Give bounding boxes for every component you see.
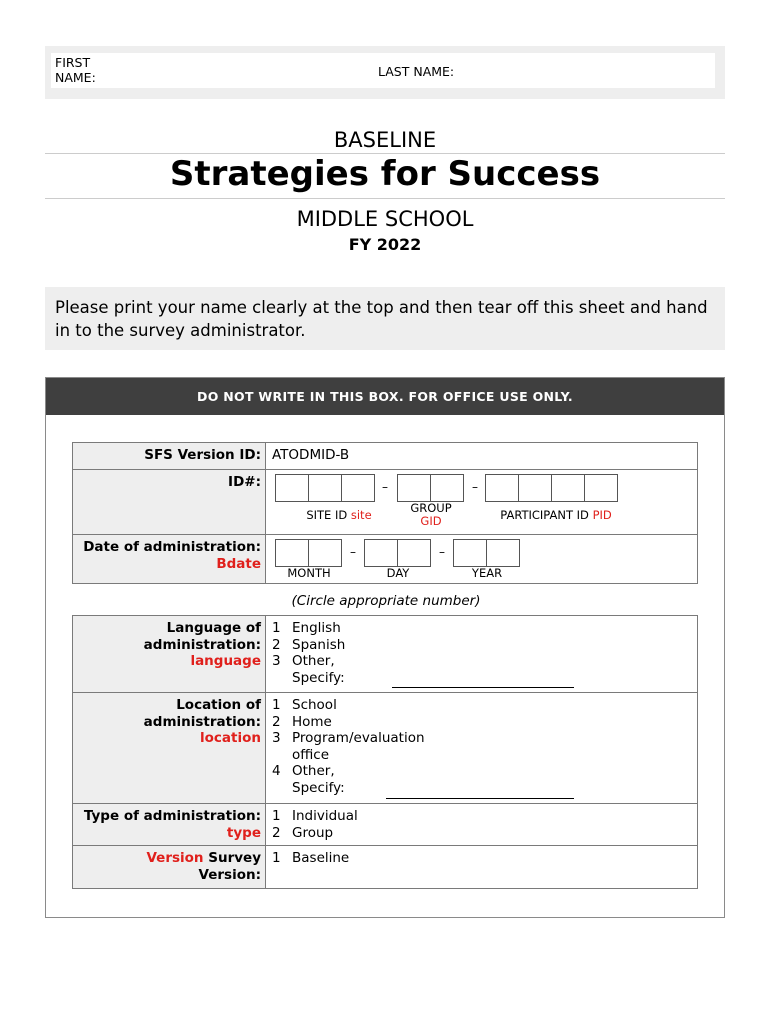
admin-id-table <box>72 442 698 584</box>
name-bar <box>45 46 725 99</box>
fiscal-year: FY 2022 <box>348 235 422 254</box>
version-options <box>266 846 697 888</box>
specify-label: Specify: <box>292 779 345 796</box>
location-options <box>266 693 697 803</box>
location-option[interactable]: 1 School <box>272 697 337 713</box>
location-option[interactable]: 2 Home <box>272 713 332 730</box>
dash: – <box>439 545 445 559</box>
language-option[interactable]: 3 Other, <box>272 653 335 669</box>
page-title: Strategies for Success <box>169 154 601 194</box>
language-label: Language of administration: language <box>73 616 266 692</box>
type-row <box>73 803 697 845</box>
dash: – <box>382 480 388 494</box>
admin-options-table <box>72 615 698 889</box>
dash: – <box>472 480 478 494</box>
location-option[interactable]: 4 Other, <box>272 763 335 779</box>
year-boxes[interactable] <box>453 539 519 567</box>
month-caption: MONTH <box>287 566 331 580</box>
participant-id-caption: PARTICIPANT ID PID <box>500 508 612 522</box>
specify-label: Specify: <box>292 669 345 686</box>
version-id-row <box>73 443 697 469</box>
location-specify-line[interactable] <box>386 798 574 799</box>
language-option[interactable]: 1 English <box>272 620 341 636</box>
id-label: ID#: <box>73 470 266 534</box>
version-id-value: ATODMID-B <box>272 447 350 463</box>
name-fields[interactable] <box>51 53 715 88</box>
language-row <box>73 616 697 692</box>
version-option[interactable]: 1 Baseline <box>272 850 350 866</box>
version-row <box>73 845 697 888</box>
site-id-caption: SITE ID site <box>306 508 372 522</box>
id-fields <box>266 470 697 534</box>
divider <box>45 198 725 199</box>
location-option[interactable]: 3 Program/evaluation office <box>272 730 425 763</box>
site-id-boxes[interactable] <box>275 474 374 502</box>
group-id-boxes[interactable] <box>397 474 463 502</box>
type-option[interactable]: 2 Group <box>272 824 334 841</box>
group-id-caption: GROUP GID <box>410 501 452 528</box>
office-use-header: DO NOT WRITE IN THIS BOX. FOR OFFICE USE ONLY. <box>46 378 724 415</box>
school-level: MIDDLE SCHOOL <box>296 207 474 231</box>
circle-note: (Circle appropriate number) <box>291 593 481 609</box>
first-name-label: FIRST NAME: <box>55 55 96 85</box>
type-option[interactable]: 1 Individual <box>272 808 358 824</box>
participant-id-boxes[interactable] <box>485 474 617 502</box>
type-options <box>266 804 697 845</box>
instructions: Please print your name clearly at the top and then tear off this sheet and hand in to the survey administrator. <box>45 287 725 350</box>
dash: – <box>350 545 356 559</box>
location-label: Location of administration: location <box>73 693 266 803</box>
language-specify-line[interactable] <box>392 687 574 688</box>
date-fields <box>266 535 697 583</box>
day-boxes[interactable] <box>364 539 430 567</box>
year-caption: YEAR <box>471 566 503 580</box>
day-caption: DAY <box>386 566 410 580</box>
last-name-label: LAST NAME: <box>378 64 455 79</box>
language-options <box>266 616 697 692</box>
version-id-label: SFS Version ID: <box>73 443 266 469</box>
date-label: Date of administration: Bdate <box>73 535 266 583</box>
type-label: Type of administration: type <box>73 804 266 845</box>
version-label: Version Survey Version: <box>73 846 266 888</box>
location-row <box>73 692 697 803</box>
month-boxes[interactable] <box>275 539 341 567</box>
baseline-label: BASELINE <box>333 128 437 152</box>
id-row <box>73 469 697 534</box>
language-option[interactable]: 2 Spanish <box>272 636 346 653</box>
date-row <box>73 534 697 583</box>
